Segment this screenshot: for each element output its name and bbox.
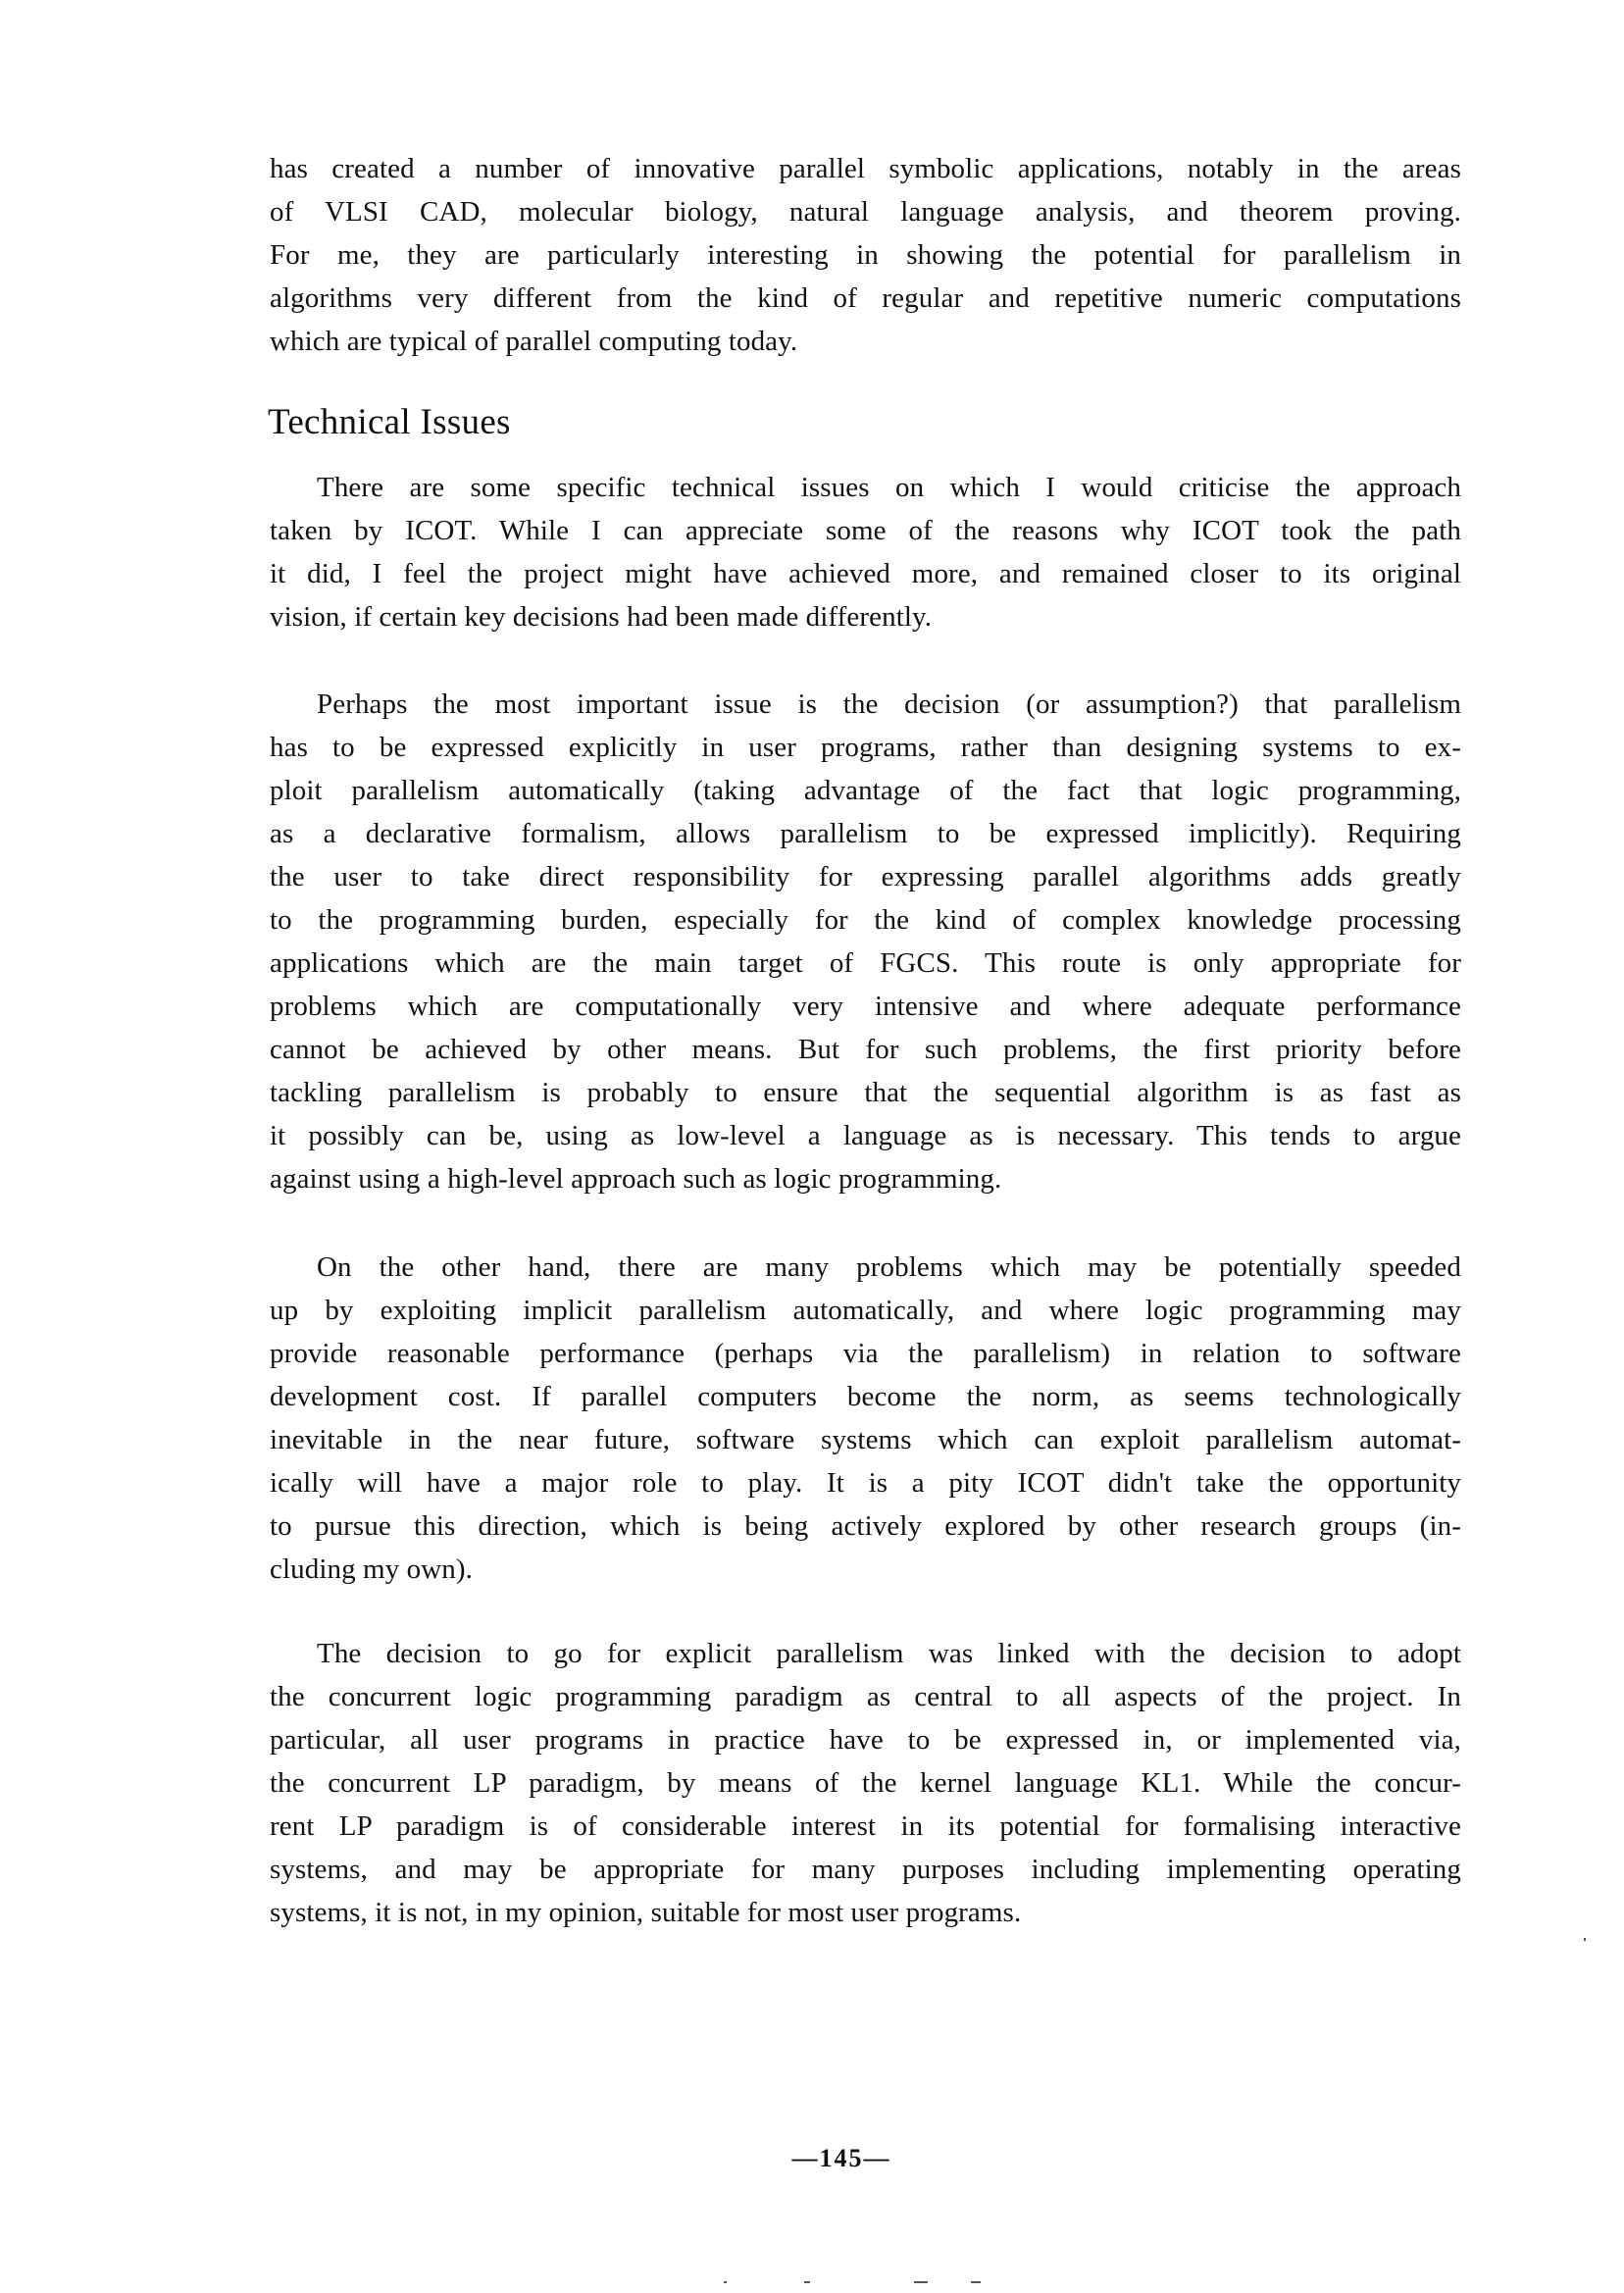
text-line: taken by ICOT. While I can appreciate some of the reasons why ICOT took the path [270, 515, 1461, 546]
text-line: rent LP paradigm is of considerable interest in its potential for formalising interactive [270, 1810, 1461, 1842]
text-line: has to be expressed explicitly in user programs, rather than designing systems to ex- [270, 732, 1461, 763]
scan-speck [914, 2281, 928, 2283]
text-line: to pursue this direction, which is being actively explored by other research groups (in- [270, 1510, 1461, 1542]
text-line: as a declarative formalism, allows parallelism to be expressed implicitly). Requiring [270, 818, 1461, 849]
scan-speck [1584, 1938, 1586, 1941]
text-line: provide reasonable performance (perhaps via the parallelism) in relation to software [270, 1338, 1461, 1369]
scan-speck [971, 2281, 981, 2283]
text-line: On the other hand, there are many problems which may be potentially speeded [317, 1251, 1461, 1283]
scan-speck [724, 2281, 727, 2283]
paragraph-3 [270, 1246, 1461, 1591]
text-line: systems, it is not, in my opinion, suitable for most user programs. [270, 1897, 1022, 1928]
text-line: the user to take direct responsibility for expressing parallel algorithms adds greatly [270, 861, 1461, 892]
text-line: applications which are the main target of FGCS. This route is only appropriate for [270, 947, 1461, 979]
text-line: the concurrent logic programming paradigm as central to all aspects of the project. In [270, 1681, 1461, 1712]
text-line: algorithms very different from the kind of regular and repetitive numeric computations [270, 282, 1461, 314]
text-line: Perhaps the most important issue is the decision (or assumption?) that parallelism [317, 688, 1461, 720]
text-line: tackling parallelism is probably to ensure that the sequential algorithm is as fast as [270, 1077, 1461, 1108]
text-line: The decision to go for explicit parallelism was linked with the decision to adopt [317, 1638, 1461, 1669]
paragraph-1 [270, 466, 1461, 638]
page-number: —145— [791, 2144, 891, 2172]
text-line: For me, they are particularly interesting in showing the potential for parallelism in [270, 239, 1461, 271]
text-line: development cost. If parallel computers become the norm, as seems technologically [270, 1381, 1461, 1412]
text-line: inevitable in the near future, software systems which can exploit parallelism automat- [270, 1424, 1461, 1455]
text-line: the concurrent LP paradigm, by means of the kernel language KL1. While the concur- [270, 1767, 1461, 1799]
text-line: cluding my own). [270, 1554, 473, 1585]
paragraph-4 [270, 1632, 1461, 1934]
text-line: it did, I feel the project might have achieved more, and remained closer to its original [270, 558, 1461, 589]
text-line: vision, if certain key decisions had been made differently. [270, 601, 933, 633]
text-line: against using a high-level approach such as logic programming. [270, 1163, 1002, 1195]
text-line: which are typical of parallel computing today. [270, 326, 798, 357]
section-heading: Technical Issues [268, 402, 511, 442]
text-line: There are some specific technical issues on which I would criticise the approach [317, 472, 1461, 503]
scan-speck [804, 2281, 810, 2283]
text-line: particular, all user programs in practice have to be expressed in, or implemented via, [270, 1724, 1461, 1756]
text-line: ically will have a major role to play. It is a pity ICOT didn't take the opportunity [270, 1467, 1461, 1499]
text-line: to the programming burden, especially for the kind of complex knowledge processing [270, 904, 1461, 936]
text-line: of VLSI CAD, molecular biology, natural language analysis, and theorem proving. [270, 196, 1461, 228]
text-line: ploit parallelism automatically (taking advantage of the fact that logic programming, [270, 775, 1461, 806]
continuation-paragraph [270, 147, 1461, 363]
text-line: cannot be achieved by other means. But for such problems, the first priority before [270, 1034, 1461, 1065]
text-line: systems, and may be appropriate for many purposes including implementing operating [270, 1854, 1461, 1885]
text-line: has created a number of innovative parallel symbolic applications, notably in the areas [270, 153, 1461, 184]
text-line: problems which are computationally very intensive and where adequate performance [270, 991, 1461, 1022]
paragraph-2 [270, 683, 1461, 1200]
text-line: up by exploiting implicit parallelism automatically, and where logic programming may [270, 1295, 1461, 1326]
text-line: it possibly can be, using as low-level a language as is necessary. This tends to argue [270, 1120, 1461, 1151]
